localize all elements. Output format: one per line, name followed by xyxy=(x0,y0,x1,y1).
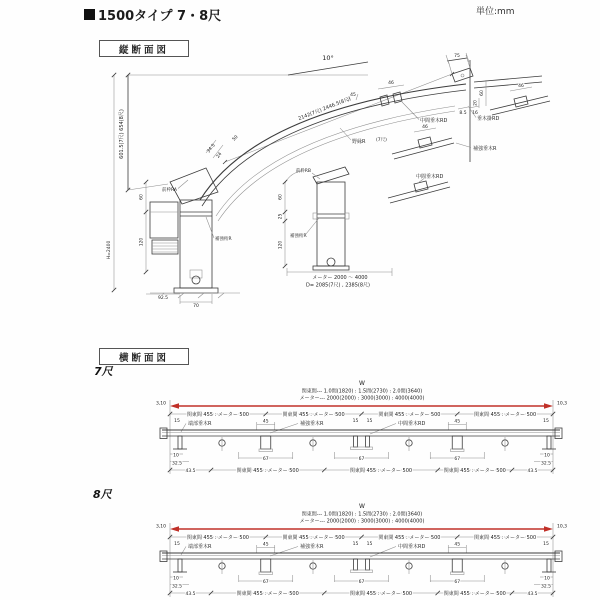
dim-15-pair-b: 15 xyxy=(366,542,373,547)
label-front-frame-rb: 前枠RB xyxy=(295,169,311,174)
bay-pitch-2: 関東間 455 : メーター 500 xyxy=(282,535,345,541)
label-rafter-hanger: 垂木掛RD xyxy=(477,116,500,122)
detail-inset-lower-right xyxy=(388,181,450,203)
dim-45: 45 xyxy=(350,93,356,98)
rafter-sections xyxy=(173,559,556,575)
edge-margin-right: 43.5 xyxy=(527,469,538,474)
rafter-sections xyxy=(173,436,556,452)
mid-curve-rafter-section xyxy=(348,80,404,106)
dim-16: 16 xyxy=(472,111,478,116)
bay-pitch-3: 関東間 455 : メーター 500 xyxy=(378,535,441,541)
dim-10-right: 10 xyxy=(544,576,550,582)
post-height-dim xyxy=(106,73,116,292)
dim-46-c: 46 xyxy=(422,125,428,130)
bay-bottom-3: 関東間 455 : メーター 500 xyxy=(443,591,506,597)
dim-15-pair-a: 15 xyxy=(352,542,359,547)
rafter-labels-and-dims xyxy=(174,418,549,434)
dim-45-right: 45 xyxy=(454,419,461,425)
offset-right: 10,3 xyxy=(557,401,568,407)
label-mid-rafter-lower: 中間垂木RD xyxy=(416,174,444,180)
dim-slope-length: 2142(7尺) 2446.5(8尺) xyxy=(297,96,352,123)
cross-section-8shaku-drawing xyxy=(0,500,600,600)
detail-inset-upper-right xyxy=(490,83,550,115)
dim-mid-25: 25 xyxy=(278,213,284,220)
dim-45-left: 45 xyxy=(262,542,269,548)
edge-margin-right: 43.5 xyxy=(527,592,538,597)
dim-32-5-right: 32.5 xyxy=(540,584,552,590)
bay-pitch-4: 関東間 455 : メーター 500 xyxy=(474,535,537,541)
longitudinal-section-drawing xyxy=(0,50,600,315)
bay-pitch-2: 関東間 455 : メーター 500 xyxy=(282,412,345,418)
span-annotation xyxy=(300,380,425,402)
bay-pitch-4: 関東間 455 : メーター 500 xyxy=(474,412,537,418)
dim-15-right: 15 xyxy=(543,419,549,424)
page-title-text: 1500タイプ 7・8尺 xyxy=(98,9,222,24)
label-reinforce-rafter: 補強垂木R xyxy=(300,544,324,550)
dim-32-5-left: 32.5 xyxy=(171,584,183,590)
label-reinforce-rafter: 補強垂木R xyxy=(300,421,324,427)
dim-top-width: 75 xyxy=(454,54,460,59)
dim-roof-angle: 10° xyxy=(322,54,334,62)
dim-67-2: 67 xyxy=(358,457,365,462)
span-annotation xyxy=(300,503,425,525)
subsection-8shaku: 8尺 xyxy=(93,488,112,501)
unit-note: 単位:mm xyxy=(476,7,515,17)
dim-46-b: 46 xyxy=(518,84,524,89)
page-title xyxy=(84,5,221,24)
section-label-cross-text: 横断面図 xyxy=(118,352,169,364)
bay-pitch-row xyxy=(168,411,555,418)
label-reinforce-beam-mid: 補強桁R xyxy=(290,234,307,239)
dim-67-1: 67 xyxy=(262,457,269,462)
title-square-icon xyxy=(84,9,95,20)
bay-bottom-1: 関東間 455 : メーター 500 xyxy=(236,591,299,597)
dim-67-3: 67 xyxy=(454,457,461,462)
dim-34-5: 34.5 xyxy=(206,143,217,155)
rafter-labels-and-dims xyxy=(174,541,549,557)
label-edge-rafter: 端部垂木R xyxy=(188,544,212,550)
label-mid-rafter: 中間垂木RD xyxy=(398,544,426,550)
span-meter: メーター--- 2000(2000) : 3000(3000) : 4000(4000) xyxy=(299,395,425,402)
overall-height-dim xyxy=(118,73,168,192)
bay-pitch-3: 関東間 455 : メーター 500 xyxy=(378,412,441,418)
note-7shaku: (7尺) xyxy=(376,138,387,143)
dim-70: 70 xyxy=(193,304,199,309)
edge-margin-left: 43.5 xyxy=(185,592,196,597)
label-edge-rafter: 端部垂木R xyxy=(188,421,212,427)
dim-15-left: 15 xyxy=(174,419,180,424)
offset-left: 3,10 xyxy=(155,401,166,407)
section-label-longitudinal-text: 縦断面図 xyxy=(118,44,169,56)
w-label: W xyxy=(359,503,365,510)
dim-45-left: 45 xyxy=(262,419,269,425)
dim-8-5: 8.5 xyxy=(459,111,467,116)
label-reinforce-beam-left: 補強桁R xyxy=(215,237,232,242)
bay-bottom-3: 関東間 455 : メーター 500 xyxy=(443,468,506,474)
label-mid-rafter-upper: 中間垂木RD xyxy=(420,118,448,124)
dim-24: 24 xyxy=(215,151,224,160)
label-reinforce-rafter: 補強垂木R xyxy=(473,146,497,152)
offset-left: 3,10 xyxy=(155,524,166,530)
note-depth: D= 2085(7尺) , 2385(8尺) xyxy=(305,282,371,289)
curve-start-dims xyxy=(206,134,240,159)
edge-margin-left: 43.5 xyxy=(185,469,196,474)
top-reference-lines xyxy=(128,53,469,75)
bay-bottom-1: 関東間 455 : メーター 500 xyxy=(236,468,299,474)
dim-post-120: 120 xyxy=(139,237,145,247)
roof-panel xyxy=(160,551,562,562)
span-kanto: 関東間--- 1.0間(1820) : 1.5間(2730) : 2.0間(3640) xyxy=(301,511,423,518)
offset-right: 10,3 xyxy=(557,524,568,530)
dim-50: 50 xyxy=(231,134,240,143)
dim-10-left: 10 xyxy=(173,576,179,582)
dim-20: 20 xyxy=(473,100,479,106)
dim-mid-120: 120 xyxy=(278,240,284,250)
dim-post-60: 60 xyxy=(139,194,145,200)
dim-32-5-right: 32.5 xyxy=(540,461,552,467)
dim-15-left: 15 xyxy=(174,542,180,547)
dim-32-5-left: 32.5 xyxy=(171,461,183,467)
label-front-frame-ra: 前枠RA xyxy=(161,188,177,193)
dim-10-right: 10 xyxy=(544,453,550,459)
dim-15-right: 15 xyxy=(543,542,549,547)
dim-10-left: 10 xyxy=(173,453,179,459)
bay-pitch-1: 関東間 455 : メーター 500 xyxy=(186,535,249,541)
bay-pitch-row xyxy=(168,534,555,541)
label-nobuchi: 野縁R xyxy=(352,139,366,145)
span-meter: メーター--- 2000(2000) : 3000(3000) : 4000(4000) xyxy=(299,518,425,525)
bay-bottom-2: 関東間 455 : メーター 500 xyxy=(349,468,413,474)
dim-45-right: 45 xyxy=(454,542,461,548)
front-frame-mid-assembly xyxy=(285,167,349,270)
cross-section-7shaku-drawing xyxy=(0,377,600,478)
dim-15-pair-b: 15 xyxy=(366,419,373,424)
dim-standard-height: H=2400 xyxy=(107,240,112,260)
wall-side-dims xyxy=(458,80,486,116)
dim-46-a: 46 xyxy=(388,81,394,86)
dim-67-2: 67 xyxy=(358,580,365,585)
span-kanto: 関東間--- 1.0間(1820) : 1.5間(2730) : 2.0間(3640) xyxy=(301,388,423,395)
dim-15-pair-a: 15 xyxy=(352,419,359,424)
note-meter-range: メーター 2000 〜 4000 xyxy=(312,275,368,281)
bay-bottom-2: 関東間 455 : メーター 500 xyxy=(349,591,413,597)
bottom-dims xyxy=(168,575,555,597)
label-mid-rafter: 中間垂木RD xyxy=(398,421,426,427)
roof-panel xyxy=(160,428,562,439)
subsection-7shaku: 7尺 xyxy=(94,365,113,378)
dim-67-1: 67 xyxy=(262,580,269,585)
dim-92-5: 92.5 xyxy=(157,296,169,301)
dim-67-3: 67 xyxy=(454,580,461,585)
bottom-dims xyxy=(168,452,555,474)
dim-mid-60: 60 xyxy=(278,194,284,200)
detail-inset-mid-right xyxy=(392,124,454,159)
bay-pitch-1: 関東間 455 : メーター 500 xyxy=(186,412,249,418)
dim-roof-height: 601.5(7尺) 654(8尺) xyxy=(119,109,125,159)
dim-60-right: 60 xyxy=(480,90,485,96)
w-label: W xyxy=(359,380,365,387)
